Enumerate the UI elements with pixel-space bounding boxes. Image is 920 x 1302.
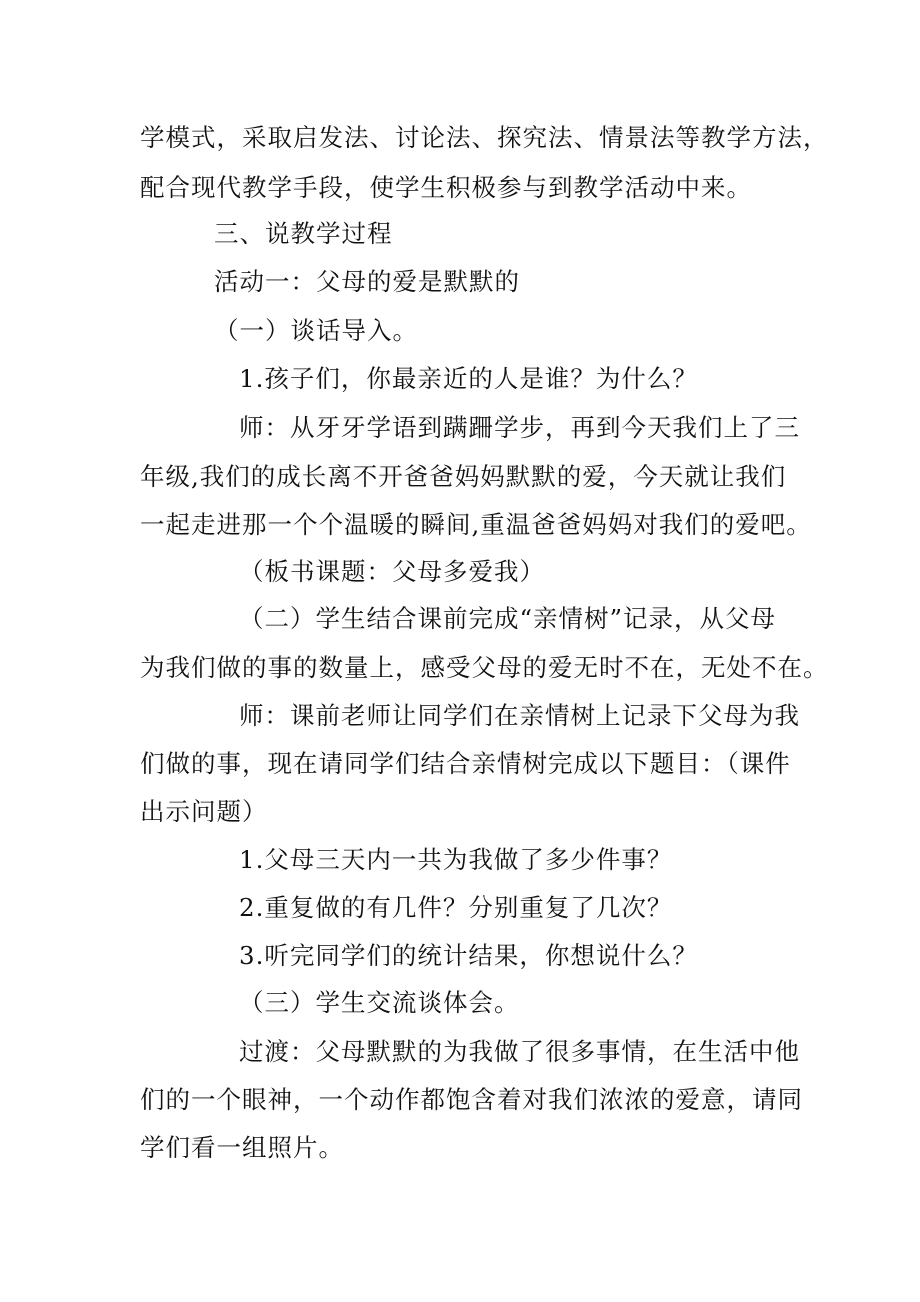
text-line: 过渡：父母默默的为我做了很多事情，在生活中他: [239, 1037, 800, 1066]
text-line: 们做的事，现在请同学们结合亲情树完成以下题目：（课件: [140, 749, 791, 778]
text-line: 师：从牙牙学语到蹒跚学步，再到今天我们上了三: [239, 413, 800, 442]
list-item: 2.重复做的有几件？分别重复了几次？: [239, 893, 673, 922]
subsection-heading: （三）学生交流谈体会。: [239, 988, 520, 1017]
text-line: 配合现代教学手段，使学生积极参与到教学活动中来。: [140, 173, 752, 202]
subsection-heading: （二）学生结合课前完成“亲情树”记录，从父母: [239, 604, 777, 633]
text-line: 出示问题）: [140, 797, 268, 826]
text-line: 学模式，采取启发法、讨论法、探究法、情景法等教学方法，: [140, 123, 829, 152]
activity-heading: 活动一：父母的爱是默默的: [214, 267, 520, 296]
text-line: （板书课题：父母多爱我）: [239, 557, 545, 586]
list-item: 1.父母三天内一共为我做了多少件事？: [239, 845, 673, 874]
text-line: 1.孩子们，你最亲近的人是谁？为什么？: [239, 364, 698, 393]
text-line: 们的一个眼神，一个动作都饱含着对我们浓浓的爱意，请同: [140, 1085, 803, 1114]
subsection-heading: （一）谈话导入。: [214, 316, 418, 345]
text-line: 学们看一组照片。: [140, 1133, 344, 1162]
list-item: 3.听完同学们的统计结果，你想说什么？: [239, 941, 698, 970]
text-line: 为我们做的事的数量上，感受父母的爱无时不在，无处不在。: [140, 653, 829, 682]
text-line: 年级,我们的成长离不开爸爸妈妈默默的爱，今天就让我们: [140, 462, 787, 491]
text-line: 一起走进那一个个温暖的瞬间,重温爸爸妈妈对我们的爱吧。: [140, 510, 812, 539]
text-line: 师：课前老师让同学们在亲情树上记录下父母为我: [239, 701, 800, 730]
section-heading: 三、说教学过程: [214, 219, 393, 248]
